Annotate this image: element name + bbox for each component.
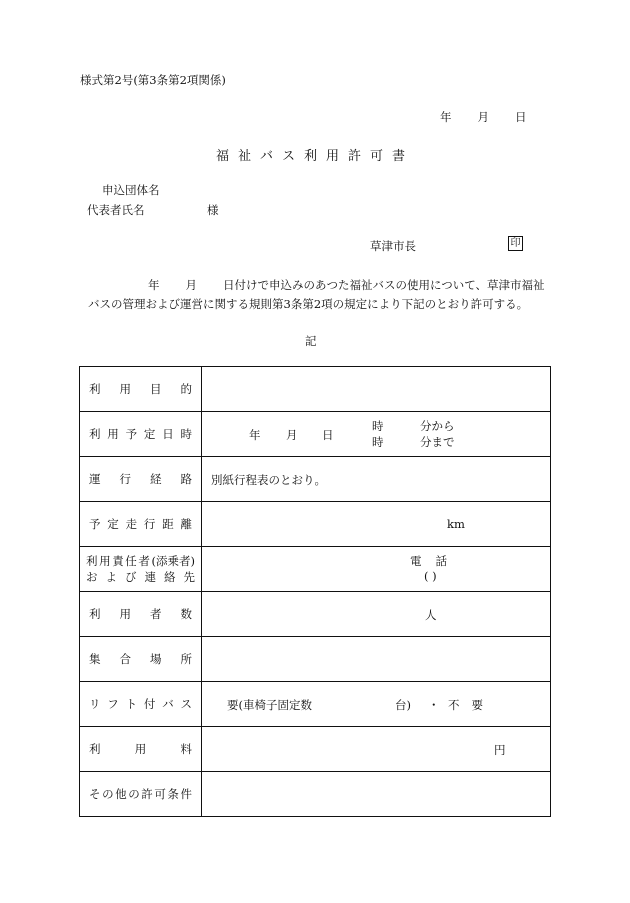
users-unit: 人 xyxy=(425,608,437,622)
phone-label: 電話 xyxy=(410,554,461,568)
lift-value-cell xyxy=(202,682,551,727)
other-value xyxy=(202,772,551,817)
row-route xyxy=(80,457,551,502)
purpose-value xyxy=(202,367,551,412)
applicant-org-label: 申込団体名 xyxy=(102,183,160,197)
statement-line2: バスの管理および運営に関する規則第3条第2項の規定により下記のとおり許可する。 xyxy=(88,297,529,311)
purpose-label-cell xyxy=(80,367,202,412)
permit-table xyxy=(79,366,551,817)
row-responsible xyxy=(80,547,551,592)
lift-label-cell xyxy=(80,682,202,727)
row-fee xyxy=(80,727,551,772)
phone-paren: ( ) xyxy=(424,569,437,583)
purpose-label: 利 用 目 的 xyxy=(89,382,192,396)
document-title: 福祉バス利用許可書 xyxy=(215,149,414,164)
schedule-year: 年 xyxy=(249,428,261,442)
route-value-cell xyxy=(202,457,551,502)
row-other xyxy=(80,772,551,817)
statement-line1: 日付けで申込みのあつた福祉バスの使用について、草津市福祉 xyxy=(223,278,545,292)
lift-label: リ フ ト 付 バ ス xyxy=(89,697,192,711)
distance-label: 予 定 走 行 距 離 xyxy=(89,517,192,531)
schedule-label: 利 用 予 定 日 時 xyxy=(89,427,192,441)
issue-day-label: 日 xyxy=(515,110,527,124)
schedule-value xyxy=(202,412,551,457)
schedule-label-cell xyxy=(80,412,202,457)
issue-year-label: 年 xyxy=(440,110,452,124)
honorific: 様 xyxy=(207,203,219,217)
lift-not-required: 不要 xyxy=(448,698,495,712)
representative-name-label: 代表者氏名 xyxy=(87,203,145,217)
responsible-label-line1: 利 用 責 任 者 (添乗者) xyxy=(86,554,195,568)
schedule-minute-from: 分から xyxy=(420,419,455,433)
route-label: 運 行 経 路 xyxy=(89,472,192,486)
row-meeting xyxy=(80,637,551,682)
users-value-cell xyxy=(202,592,551,637)
schedule-hour-from: 時 xyxy=(372,419,384,433)
permission-statement xyxy=(88,276,545,314)
fee-unit: 円 xyxy=(494,743,506,757)
statement-month: 月 xyxy=(185,278,197,292)
issue-date xyxy=(440,109,527,125)
row-distance xyxy=(80,502,551,547)
statement-year: 年 xyxy=(148,278,160,292)
meeting-label: 集 合 場 所 xyxy=(89,652,192,666)
lift-count-unit: 台) xyxy=(395,698,411,712)
fee-value-cell xyxy=(202,727,551,772)
responsible-value-cell xyxy=(202,547,551,592)
responsible-label-cell xyxy=(80,547,202,592)
responsible-label-line2: お よ び 連 絡 先 xyxy=(86,570,195,584)
fee-label-cell xyxy=(80,727,202,772)
route-label-cell xyxy=(80,457,202,502)
issuer-name: 草津市長 xyxy=(370,239,416,253)
lift-required: 要(車椅子固定数 xyxy=(227,698,312,712)
users-label-cell xyxy=(80,592,202,637)
seal-mark: 印 xyxy=(508,236,523,251)
lift-separator: ・ xyxy=(428,698,440,712)
schedule-day: 日 xyxy=(322,428,334,442)
row-purpose xyxy=(80,367,551,412)
schedule-month: 月 xyxy=(286,428,298,442)
schedule-minute-to: 分まで xyxy=(420,435,455,449)
meeting-value xyxy=(202,637,551,682)
route-value: 別紙行程表のとおり。 xyxy=(211,473,326,487)
fee-label: 利 用 料 xyxy=(89,742,192,756)
meeting-label-cell xyxy=(80,637,202,682)
issue-month-label: 月 xyxy=(477,110,489,124)
row-schedule xyxy=(80,412,551,457)
distance-unit: km xyxy=(447,517,465,531)
form-number: 様式第2号(第3条第2項関係) xyxy=(80,73,226,87)
other-label: そ の 他 の 許 可 条 件 xyxy=(89,787,192,801)
ki-heading: 記 xyxy=(305,334,317,348)
distance-label-cell xyxy=(80,502,202,547)
users-label: 利 用 者 数 xyxy=(89,607,192,621)
row-users xyxy=(80,592,551,637)
distance-value-cell xyxy=(202,502,551,547)
row-lift xyxy=(80,682,551,727)
other-label-cell xyxy=(80,772,202,817)
schedule-hour-to: 時 xyxy=(372,435,384,449)
